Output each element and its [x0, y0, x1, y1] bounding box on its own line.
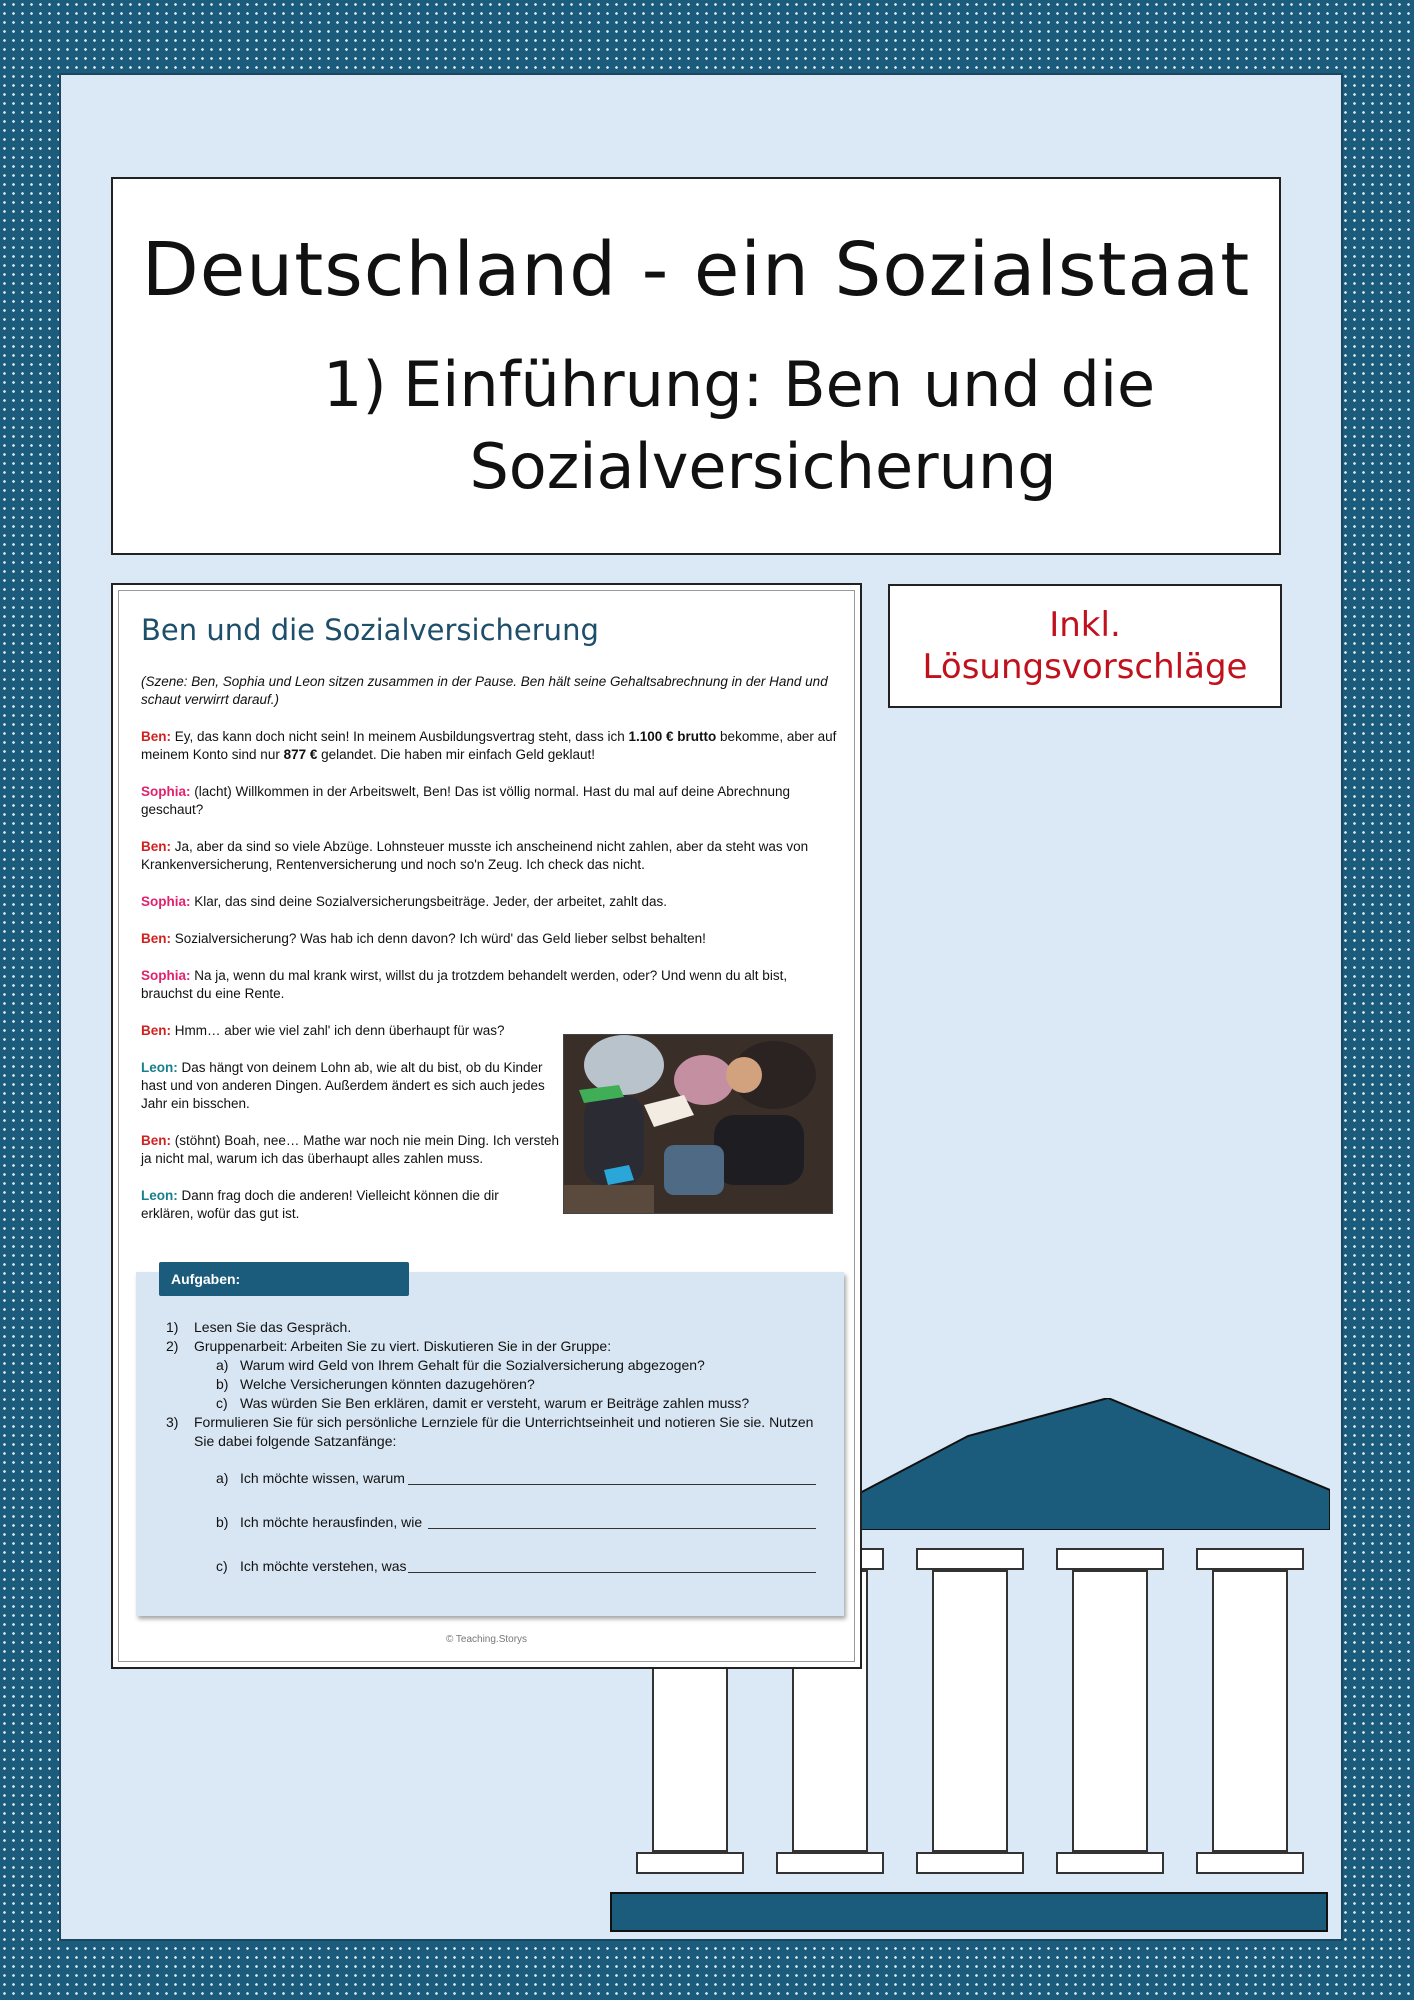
tasks-box: [136, 1272, 844, 1616]
subtitle-line-2: Sozialversicherung: [469, 430, 1057, 503]
dialogue-line: Sophia: Na ja, wenn du mal krank wirst, willst du ja trotzdem behandelt werden, oder? Und wenn du alt bist, brauchst du eine Rente.: [141, 968, 788, 1001]
building-column: [916, 1548, 1024, 1874]
dialogue-line: Sophia: (lacht) Willkommen in der Arbeitswelt, Ben! Das ist völlig normal. Hast du mal auf deine Abrechnung geschaut?: [141, 784, 791, 817]
worksheet-border: [118, 590, 855, 1662]
badge-line-2: Lösungsvorschläge: [922, 647, 1248, 687]
sentence-starter: c) Ich möchte verstehen, was: [166, 1539, 836, 1583]
students-photo: [563, 1034, 833, 1214]
dialogue-line: Ben: Ja, aber da sind so viele Abzüge. Lohnsteuer musste ich anscheinend nicht zahlen, aber da steht was von Krankenversicherung, Rentenversicherung und noch so'n Zeug. Ich check das nicht.: [141, 839, 809, 872]
building-column: [1056, 1548, 1164, 1874]
dialogue-line: Ben: (stöhnt) Boah, nee… Mathe war noch nie mein Ding. Ich versteh ja nicht mal, warum ich das überhaupt alles zahlen muss.: [141, 1133, 559, 1166]
tasks-list: [166, 1318, 836, 1583]
task-subitem: b) Welche Versicherungen könnten dazugehören?: [216, 1376, 535, 1392]
task-item: 3) Formulieren Sie für sich persönliche Lernziele für die Unterrichtseinheit und notieren Sie sie. Nutzen Sie dabei folgende Satzanfänge:: [166, 1414, 814, 1449]
task-subitem: c) Was würden Sie Ben erklären, damit er versteht, warum er Beiträge zahlen muss?: [216, 1395, 750, 1411]
task-item: 2) Gruppenarbeit: Arbeiten Sie zu viert. Diskutieren Sie in der Gruppe:: [166, 1338, 612, 1354]
task-subitem: a) Warum wird Geld von Ihrem Gehalt für die Sozialversicherung abgezogen?: [216, 1357, 705, 1373]
answer-line: [428, 1528, 816, 1529]
dialogue-line: Leon: Das hängt von deinem Lohn ab, wie alt du bist, ob du Kinder hast und von anderen Dingen. Außerdem ändert es sich auch jedes Jahr ein bisschen.: [141, 1060, 545, 1111]
worksheet-title: Ben und die Sozialversicherung: [141, 613, 599, 647]
students-photo-illustration: [564, 1035, 833, 1214]
subtitle-number: 1): [323, 348, 387, 421]
task-item: 1) Lesen Sie das Gespräch.: [166, 1319, 352, 1335]
sentence-starter: b) Ich möchte herausfinden, wie: [166, 1495, 836, 1539]
scene-description: (Szene: Ben, Sophia und Leon sitzen zusammen in der Pause. Ben hält seine Gehaltsabrechnung in der Hand und schaut verwirrt darauf.): [141, 674, 828, 707]
dialogue-line: Leon: Dann frag doch die anderen! Vielleicht können die dir erklären, wofür das gut ist.: [141, 1188, 499, 1221]
building-base: [610, 1892, 1328, 1932]
worksheet-preview: [111, 583, 862, 1669]
sentence-starter: a) Ich möchte wissen, warum: [166, 1451, 836, 1495]
page-title: Deutschland - ein Sozialstaat: [141, 227, 1251, 313]
subtitle-line-1: Einführung: Ben und die: [403, 348, 1156, 421]
building-roof: [858, 1398, 1330, 1530]
building-column: [1196, 1548, 1304, 1874]
solutions-badge: [888, 584, 1282, 708]
copyright-notice: © Teaching.Storys: [445, 1634, 528, 1645]
tasks-heading: Aufgaben:: [159, 1262, 409, 1296]
dialogue-line: Ben: Hmm… aber wie viel zahl' ich denn überhaupt für was?: [141, 1023, 505, 1038]
badge-line-1: Inkl.: [1049, 605, 1121, 645]
title-box: [111, 177, 1281, 555]
dialogue-line: Sophia: Klar, das sind deine Sozialversicherungsbeiträge. Jeder, der arbeitet, zahlt das.: [141, 894, 668, 909]
dialogue-line: Ben: Sozialversicherung? Was hab ich denn davon? Ich würd' das Geld lieber selbst behalten!: [141, 931, 706, 946]
answer-line: [408, 1484, 816, 1485]
dialogue-line: Ben: Ey, das kann doch nicht sein! In meinem Ausbildungsvertrag steht, dass ich 1.100 € brutto bekomme, aber auf meinem Konto sind nur 877 € gelandet. Die haben mir einfach Geld geklaut!: [141, 729, 837, 762]
answer-line: [408, 1572, 816, 1573]
